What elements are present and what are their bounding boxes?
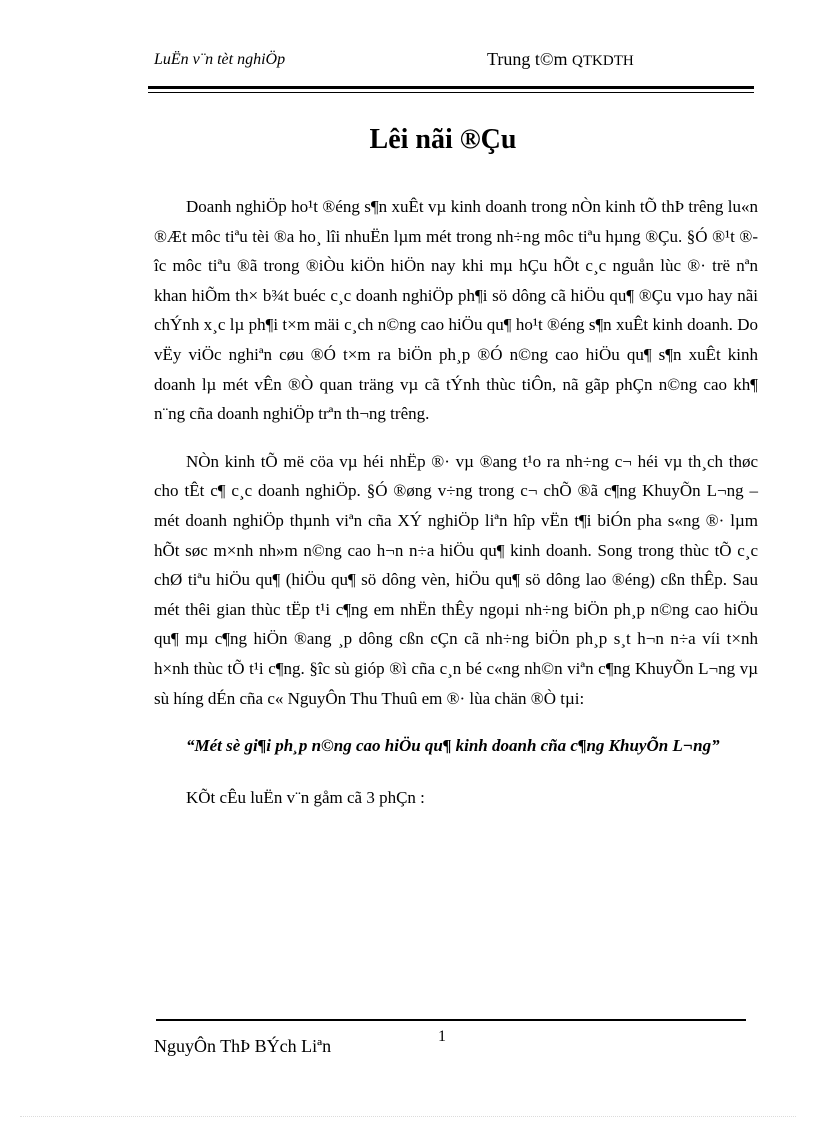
page-number: 1	[438, 1028, 446, 1045]
page-title: Lêi nãi ®Çu	[369, 124, 517, 155]
header-right-main: Trung t©m	[487, 49, 573, 69]
paragraph-structure: KÕt cÊu luËn v¨n gåm cã 3 phÇn :	[186, 787, 425, 807]
header-right-small: QTKDTH	[572, 53, 634, 69]
header-rule-thin	[148, 92, 754, 93]
paragraph-1: Doanh nghiÖp ho¹t ®éng s¶n xuÊt vµ kinh doanh trong nÒn kinh tÕ thÞ trêng lu«n ®Æt môc tiªu tèi ®a ho¸ lîi nhuËn lµm mét trong nh÷ng môc tiªu hµng ®Çu. §Ó ®¹t ®îc môc tiªu ®ã trong ®iÒu kiÖn hiÖn nay khi mµ hÇu hÕt c¸c nguån lùc ®· trë nªn khan hiÕm th× b¾t buéc c¸c doanh nghiÖp ph¶i sö dông cã hiÖu qu¶ ®Çu vµo hay nãi chÝnh x¸c lµ ph¶i t×m mäi c¸ch n©ng cao hiÖu qu¶ ho¹t ®éng s¶n xuÊt kinh doanh. Do vËy viÖc nghiªn cøu ®Ó t×m ra biÖn ph¸p ®Ó n©ng cao hiÖu qu¶ s¶n xuÊt kinh doanh lµ mét vÊn ®Ò quan träng vµ cã tÝnh thùc tiÔn, nã gãp phÇn n©ng cao kh¶ n¨ng cña doanh nghiÖp trªn th¬ng trêng.	[154, 197, 758, 424]
thesis-title-quote: “Mét sè gi¶i ph¸p n©ng cao hiÖu qu¶ kinh doanh cña c¶ng KhuyÕn L¬ng”	[186, 736, 720, 756]
footer-rule	[156, 1019, 746, 1021]
header-right-text	[487, 49, 634, 70]
header-rule-thick	[148, 86, 754, 89]
footer-author: NguyÔn ThÞ BÝch Liªn	[154, 1036, 332, 1056]
paragraph-2: NÒn kinh tÕ më cöa vµ héi nhËp ®· vµ ®ang t¹o ra nh÷ng c¬ héi vµ th¸ch thøc cho tÊt c¶ c¸c doanh nghiÖp. §Ó ®øng v÷ng trong c¬ chÕ ®ã c¶ng KhuyÕn L¬ng – mét doanh nghiÖp thµnh viªn cña XÝ nghiÖp liªn hîp vËn t¶i biÓn pha s«ng ®· lµm hÕt søc m×nh nh»m n©ng cao h¬n n÷a hiÖu qu¶ kinh doanh. Song trong thùc tÕ c¸c chØ tiªu hiÖu qu¶ (hiÖu qu¶ sö dông vèn, hiÖu qu¶ sö dông lao ®éng) cßn thÊp. Sau mét thêi gian thùc tËp t¹i c¶ng em nhËn thÊy ngoµi nh÷ng biÖn ph¸p n©ng cao hiÖu qu¶ mµ c¶ng hiÖn ®ang ¸p dông cßn cÇn cã nh÷ng biÖn ph¸p s¸t h¬n n÷a víi t×nh h×nh thùc tÕ t¹i c¶ng. §îc sù gióp ®ì cña c¸n bé c«ng nh©n viªn c¶ng KhuyÕn L¬ng vµ sù híng dÉn cña c« NguyÔn Thu Thuû em ®· lùa chän ®Ò tµi:	[154, 451, 758, 708]
body-content	[154, 192, 758, 812]
header-left-text: LuËn v¨n tèt nghiÖp	[154, 51, 286, 68]
page-bottom-border	[20, 1116, 796, 1117]
